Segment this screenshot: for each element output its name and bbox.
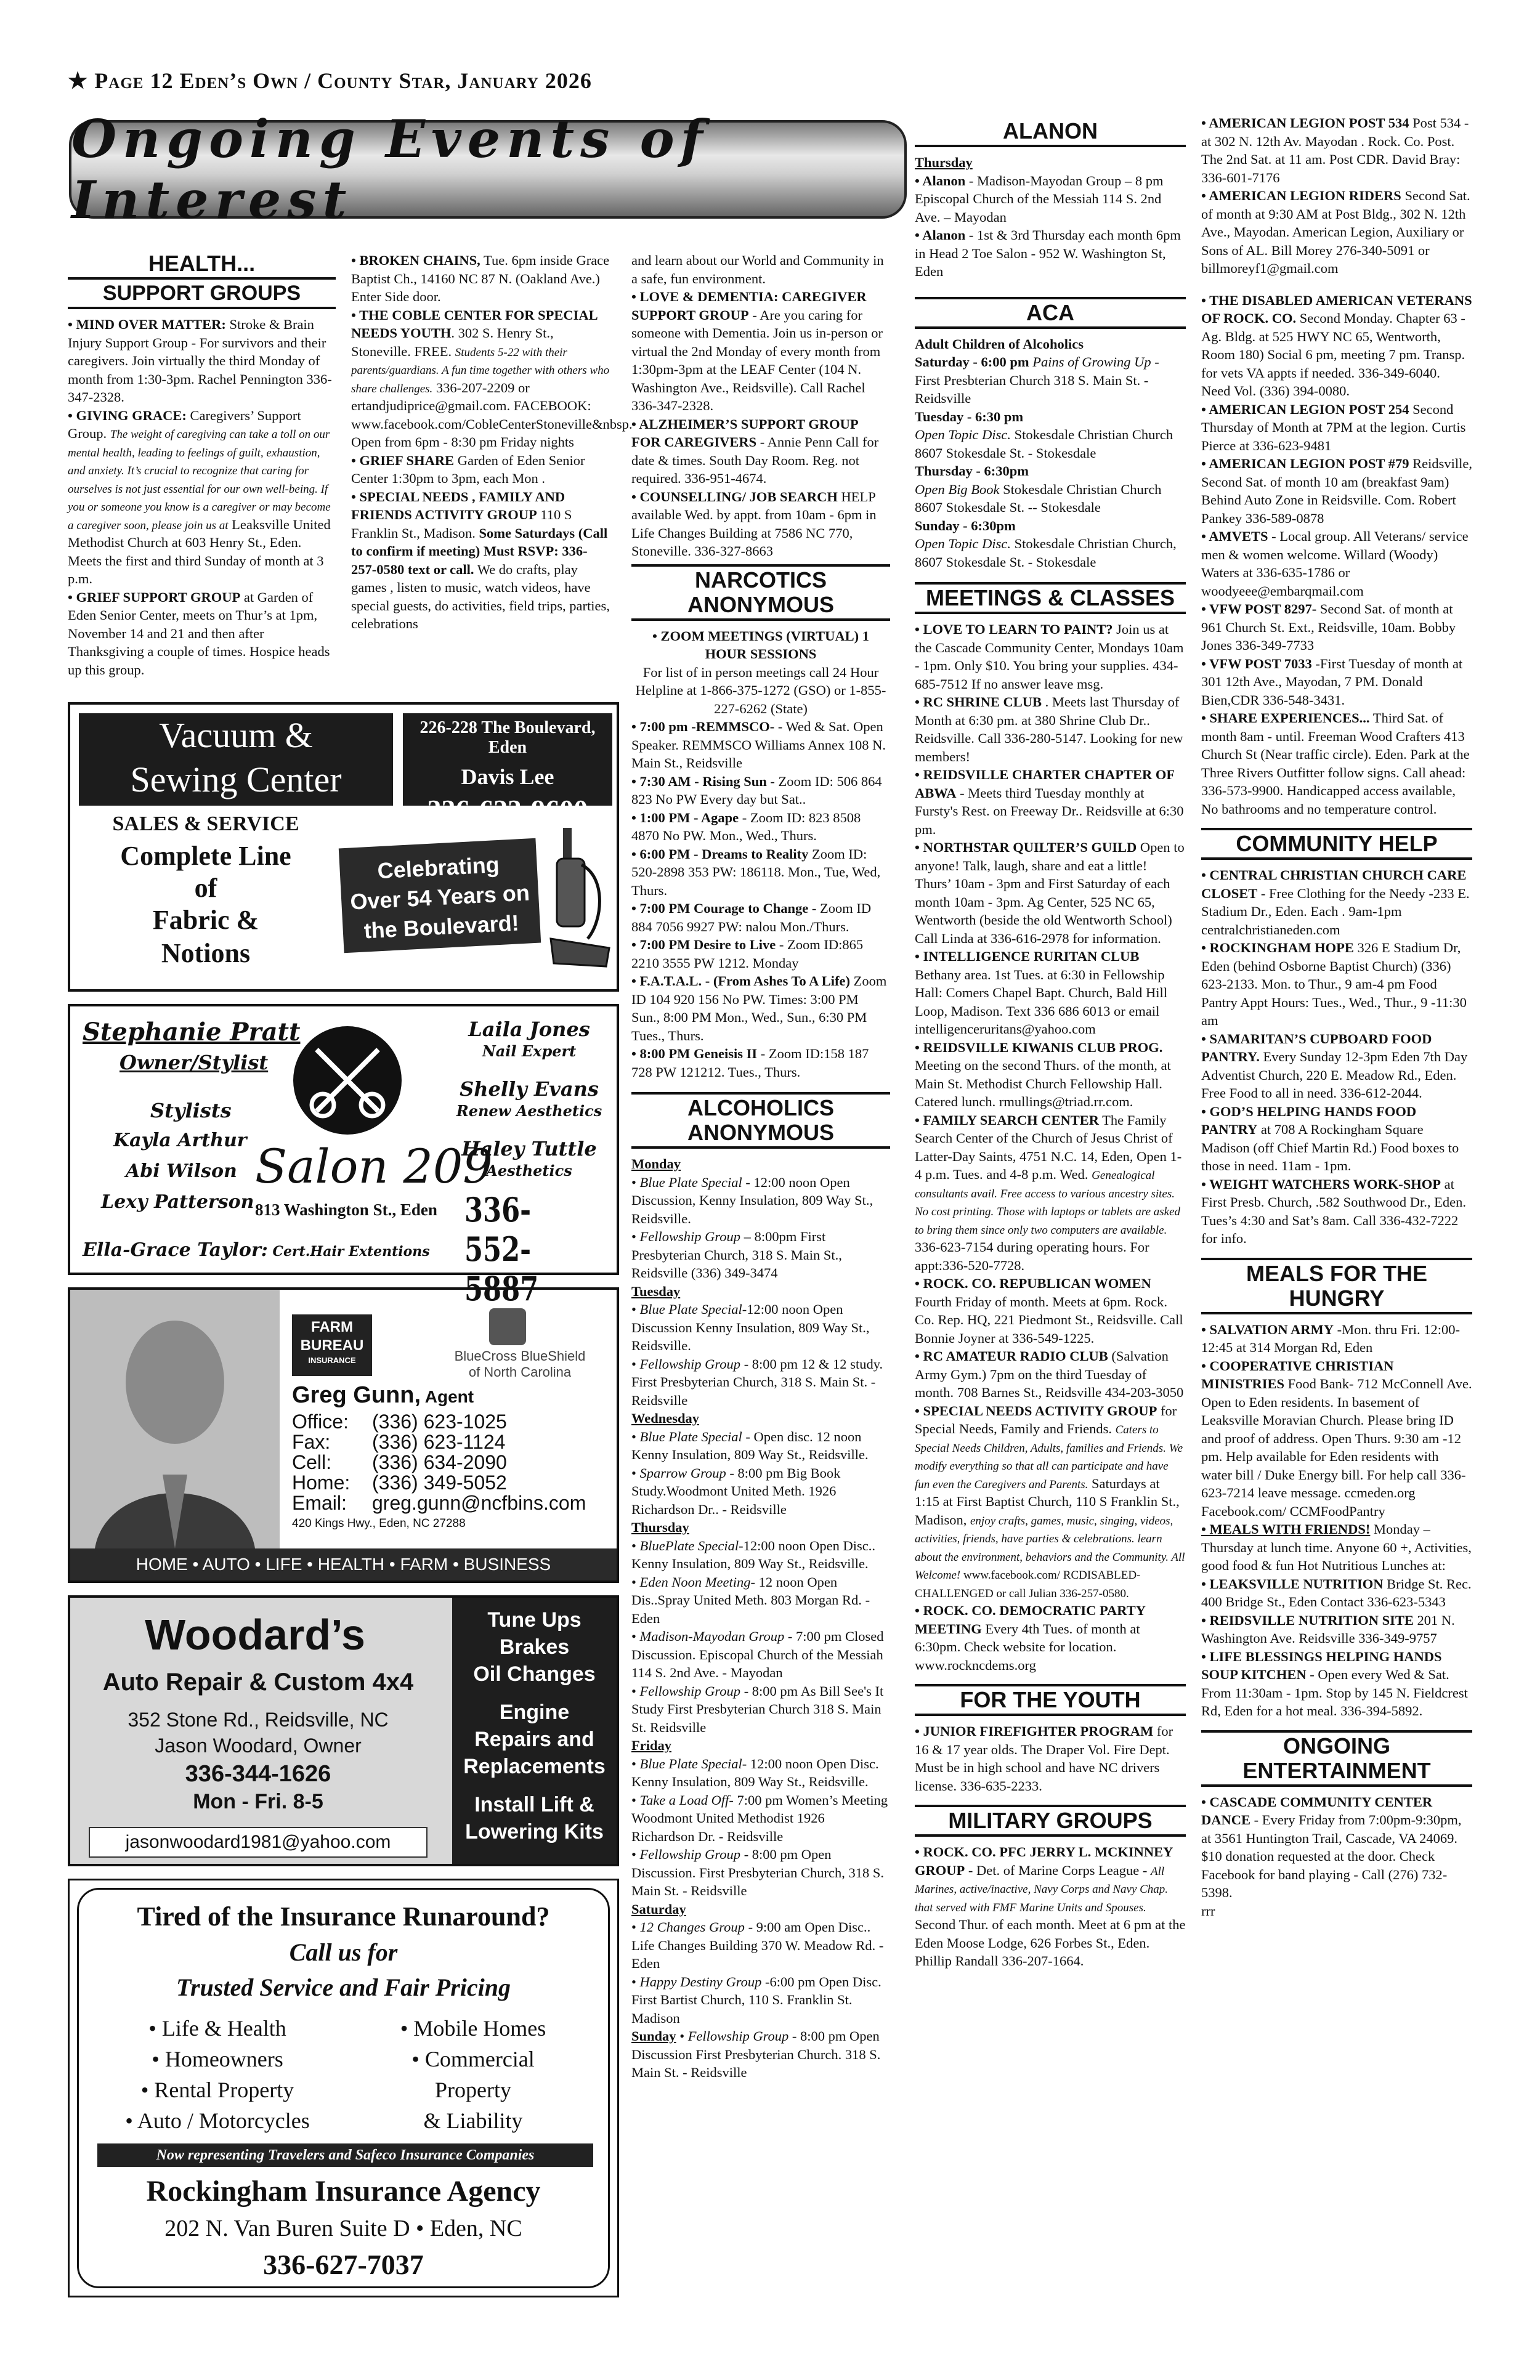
- aa-day-label: Friday: [631, 1738, 671, 1753]
- woodards-subtitle: Auto Repair & Custom 4x4: [102, 1669, 414, 1696]
- insurance-phone: 336-627-7037: [263, 2249, 424, 2280]
- page-header: ★ Page 12 Eden’s Own / County Star, January 2026: [68, 68, 592, 93]
- health-heading: HEALTH...: [148, 251, 256, 276]
- listing: • LOVE TO LEARN TO PAINT? Join us at the Cascade Community Center, Mondays 10am - 1pm. Only $10. You bring your supplies. 434-685-7512 If no answer leave msg.: [915, 621, 1184, 692]
- listing: • SHARE EXPERIENCES... Third Sat. of month 8am - until. Freeman Wood Crafters 413 Church St (Near traffic circle). Eden. Park at the Three Rivers Outfitter follow signs. Call ahead: 336-573-9900. Handicapped access available, No bathrooms and no temperature control.: [1201, 710, 1470, 817]
- aa-meeting: • Fellowship Group – 8:00pm First Presbyterian Church, 318 S. Main St., Reidsville (336) 349-3474: [631, 1229, 842, 1281]
- alcoholics-anonymous-heading: ALCOHOLICS ANONYMOUS: [631, 1092, 890, 1149]
- agent-name: Greg Gunn, Agent: [292, 1382, 474, 1408]
- na-meeting: • 6:00 PM - Dreams to Reality Zoom ID: 520-2898 353 PW: 186118. Mon., Tue, Wed, Thurs.: [631, 846, 881, 898]
- salon-name: Salon 209: [255, 1139, 493, 1194]
- listing: • VFW POST 7033 -First Tuesday of month at 301 12th Ave., Mayodan, 7 PM. Donald Bien,CDR 336-548-3431.: [1201, 655, 1463, 708]
- listing: • MIND OVER MATTER: Stroke & Brain Injury Support Group - For survivors and their caregivers. Join virtually the third Monday of month from 1:30-3pm. Rachel Pennington 336-347-2328.: [68, 317, 332, 405]
- listing: • LEAKSVILLE NUTRITION Bridge St. Rec. 400 Bridge St., Eden Contact 336-623-5343: [1201, 1576, 1472, 1609]
- stylists-label: Stylists: [150, 1099, 232, 1122]
- section-banner: Ongoing Events of Interest: [69, 120, 907, 219]
- listing: • LIFE BLESSINGS HELPING HANDS SOUP KITCHEN - Open every Wed & Sat. From 11:30am - 1pm. Stop by 145 N. Fieldcrest Rd, Eden for a hot meal. 336-394-5892.: [1201, 1648, 1468, 1718]
- listing: • GIVING GRACE: Caregivers’ Support Group. The weight of caregiving can take a toll on our mental health, leading to feelings of guilt, exhaustion, and anxiety. It’s crucial to recognize that caring for ourselves is not just essential for our own well-being. If you or someone you know is a caregiver or may become a caregiver soon, please join us at Leaksville United Methodist Church at 603 Henry St., Eden. Meets the first and third Sunday of month at 3 p.m.: [68, 407, 331, 586]
- stylist-name: Kayla Arthur: [113, 1130, 247, 1151]
- woodards-title: Woodard’s: [145, 1611, 365, 1659]
- zoom-heading: • ZOOM MEETINGS (VIRTUAL) 1 HOUR SESSIONS: [652, 628, 870, 662]
- listing: • AMERICAN LEGION POST #79 Reidsville, Second Sat. of month 10 am (breakfast 9am) Behind Auto Zone in Reidsville. Com. Robert Pankey 336-589-0878: [1201, 456, 1473, 526]
- farm-bureau-logo: FARM BUREAU INSURANCE: [292, 1314, 372, 1376]
- listing: Sunday • Fellowship Group - 8:00 pm Open Discussion First Presbyterian Church. 318 S. Main St. - Reidsville: [631, 2028, 881, 2080]
- listing: • RC SHRINE CLUB . Meets last Thursday of Month at 6:30 pm. at 380 Shrine Club Dr.. Reidsville. Call 336-280-5147. Looking for new members!: [915, 694, 1183, 764]
- meetings-heading: MEETINGS & CLASSES: [915, 582, 1186, 614]
- aa-meeting: • Fellowship Group - 8:00 pm Open Discussion. First Presbyterian Church, 318 S. Main St. - Reidsville: [631, 1847, 884, 1898]
- listing: • GOD’S HELPING HANDS FOOD PANTRY at 708 A Rockingham Square Madison (off Chief Martin Rd.) Food boxes to those in need. 11am - 1pm.: [1201, 1103, 1459, 1173]
- vacuum-owner: Davis Lee: [461, 764, 554, 789]
- listing: • RC AMATEUR RADIO CLUB (Salvation Army Gym.) 7pm on the third Tuesday of month. 708 Barnes St., Reidsville 434-203-3050: [915, 1348, 1184, 1400]
- vacuum-cleaner-icon: [545, 822, 615, 976]
- alanon-heading: ALANON: [915, 118, 1186, 147]
- salon-owner-title: Owner/Stylist: [120, 1051, 269, 1074]
- aca-title: Adult Children of Alcoholics: [915, 336, 1084, 352]
- salon-address: 813 Washington St., Eden: [255, 1200, 437, 1219]
- ella-grace: Ella-Grace Taylor: Cert.Hair Extentions: [83, 1239, 430, 1261]
- column-5: [1201, 114, 1472, 2307]
- listing: • COOPERATIVE CHRISTIAN MINISTRIES Food Bank- 712 McConnell Ave. Open to Eden residents. In basement of Leaksville Moravian Church. Please bring ID and proof of address. Open Thurs. 9:30 am -12 pm. Help available for Eden residents with water bill / Duke Energy bill. For help call 336-623-7214 leave message. ccmeden.org Facebook.com/ CCMFoodPantry: [1201, 1358, 1472, 1519]
- listing: • THE DISABLED AMERICAN VETERANS OF ROCK. CO. Second Monday. Chapter 63 -Ag. Bldg. at 525 HWY NC 65, Wentworth, Room 180) Social 6 pm, meeting 7 pm. Transp. for vets VA appts if needed. 336-349-6040. Need Vol. (336) 394-0080.: [1201, 292, 1472, 399]
- aa-meeting: • Blue Plate Special - 12:00 noon Open Discussion, Kenny Insulation, 809 Way St., Reidsville.: [631, 1174, 873, 1226]
- listing: • SALVATION ARMY -Mon. thru Fri. 12:00-12:45 at 314 Morgan Rd, Eden: [1201, 1321, 1461, 1355]
- ad-rockingham-insurance: [68, 1879, 619, 2297]
- aa-list: [631, 1155, 890, 2027]
- listing: • BROKEN CHAINS, Tue. 6pm inside Grace Baptist Ch., 14160 NC 87 N. (Oakland Ave.) Enter Side door.: [351, 253, 610, 304]
- listing: Saturday - 6:00 pm Pains of Growing Up - First Presbterian Church 318 S. Main St. - Reidsville: [915, 354, 1159, 406]
- aa-meeting: • Happy Destiny Group -6:00 pm Open Disc. First Bartist Church, 110 S. Franklin St. Madison: [631, 1973, 881, 2026]
- insurance-address: 202 N. Van Buren Suite D • Eden, NC: [164, 2216, 522, 2241]
- stylist-name: Abi Wilson: [126, 1160, 237, 1182]
- celebrating-banner: Celebrating Over 54 Years on the Boulevard!: [339, 838, 541, 953]
- listing: • NORTHSTAR QUILTER’S GUILD Open to anyone! Talk, laugh, share and eat a little! Thurs’ 10am - 3pm and First Saturday of each month 10am - 3pm. Ag Center, 525 NC 65, Wentworth (beside the old Wentworth School) Call Linda at 336-616-2978 for information.: [915, 840, 1185, 946]
- listing: • AMVETS - Local group. All Veterans/ service men & women welcome. Willard (Woody) Waters at 336-635-1786 or woodyeee@embarqmail.com: [1201, 528, 1469, 599]
- community-help-heading: COMMUNITY HELP: [1201, 828, 1472, 860]
- stylist-name: Lexy Patterson: [101, 1191, 254, 1213]
- na-meeting: • 7:00 pm -REMMSCO- - Wed & Sat. Open Speaker. REMMSCO Williams Annex 108 N. Main St., Reidsville: [631, 719, 886, 771]
- insurance-frame: [77, 1888, 610, 2288]
- woodards-email: jasonwoodard1981@yahoo.com: [89, 1827, 428, 1858]
- woodards-services: Tune Ups Brakes Oil Changes Engine Repairs and Replacements Install Lift & Lowering Kits: [452, 1598, 617, 1864]
- listing: • ALZHEIMER’S SUPPORT GROUP FOR CAREGIVERS - Annie Penn Call for date & times. South Day Room. Reg. not required. 336-951-4674.: [631, 416, 879, 486]
- laila-name: Laila Jones: [468, 1018, 590, 1041]
- aa-meeting: • Blue Plate Special- 12:00 noon Open Disc. Kenny Insulation, 809 Way St., Reidsville.: [631, 1755, 879, 1789]
- scissors-icon: [292, 1025, 403, 1136]
- listing: • CASCADE COMMUNITY CENTER DANCE - Every Friday from 7:00pm-9:30pm, at 3561 Huntington Trail, Cascade, VA 24069. $10 donation requested at the door. Check Facebook for band playing - Call (276) 732-5398.: [1201, 1794, 1462, 1900]
- farm-footer-bar: HOME • AUTO • LIFE • HEALTH • FARM • BUSINESS: [70, 1548, 617, 1581]
- laila-title: Nail Expert: [482, 1042, 577, 1060]
- ad-farm-bureau: [68, 1287, 619, 1583]
- aa-meeting: • Madison-Mayodan Group - 7:00 pm Closed Discussion. Episcopal Church of the Messiah 114 S. 2nd Ave. - Mayodan: [631, 1629, 884, 1680]
- column-3: [631, 251, 890, 2302]
- insurance-companies-bar: Now representing Travelers and Safeco Insurance Companies: [97, 2143, 593, 2167]
- aa-meeting: • Fellowship Group - 8:00 pm 12 & 12 study. First Presbyterian Church, 318 S. Main St. - Reidsville: [631, 1356, 883, 1408]
- vacuum-phone: 336-623-9600: [427, 794, 588, 825]
- column-2: [351, 251, 633, 690]
- ad-vacuum-sewing: [68, 702, 619, 992]
- aa-meeting: • Sparrow Group - 8:00 pm Big Book Study.Woodmont United Meth. 1926 Richardson Dr.. - Reidsville: [631, 1465, 841, 1517]
- listing: • THE COBLE CENTER FOR SPECIAL NEEDS YOUTH. 302 S. Henry St., Stoneville. FREE. Students 5-22 with their parents/guardians. A fun time together with others who share challenges. 336-207-2209 or ertandjudiprice@gmail.com. FACEBOOK: www.facebook.com/CobleCenterStoneville&nbsp. Open from 6pm - 8:30 pm Friday nights: [351, 307, 633, 450]
- na-meeting: • 7:00 PM Desire to Live - Zoom ID:865 2210 3555 PW 1212. Monday: [631, 937, 864, 971]
- woodards-owner: Jason Woodard, Owner: [155, 1734, 362, 1757]
- listing: • GRIEF SUPPORT GROUP at Garden of Eden Senior Center, meets on Thur’s at 1pm, November 14 and 21 and then after Thanksgiving a couple of times. Hospice heads up this group.: [68, 589, 330, 678]
- aa-day-label: Thursday: [631, 1520, 689, 1535]
- listing: • AMERICAN LEGION RIDERS Second Sat. of month at 9:30 AM at Post Bldg., 302 N. 12th Ave., Mayodan. American Legion, Auxiliary or Sons of AL. Bill Morey 276-340-5091 or billmoreyf1@gmail.com: [1201, 188, 1470, 276]
- narcotics-anonymous-heading: NARCOTICS ANONYMOUS: [631, 564, 890, 621]
- insurance-list-left: • Life & Health • Homeowners • Rental Property • Auto / Motorcycles: [125, 2016, 310, 2133]
- na-meeting: • 1:00 PM - Agape - Zoom ID: 823 8508 4870 No PW. Mon., Wed., Thurs.: [631, 809, 861, 843]
- insurance-call: Call us for: [289, 1938, 398, 1966]
- ad-woodards: [68, 1595, 619, 1866]
- haley-name: Haley Tuttle: [461, 1137, 597, 1160]
- aa-meeting: • 12 Changes Group - 9:00 am Open Disc.. Life Changes Building 370 W. Meadow Rd. - Eden: [631, 1919, 884, 1971]
- na-list: [631, 718, 890, 1081]
- salon-owner: Stephanie Pratt: [83, 1018, 301, 1046]
- aa-meeting: • Take a Load Off- 7:00 pm Women’s Meeting Woodmont United Methodist 1926 Richardson Dr. - Reidsville: [631, 1792, 888, 1844]
- listing: • COUNSELLING/ JOB SEARCH HELP available Wed. by appt. from 10am - 6pm in Life Changes Building at 7586 NC 770, Stoneville. 336-327-8663: [631, 488, 877, 559]
- haley-title: Aesthetics: [486, 1162, 572, 1180]
- agent-contacts: Office: (336) 623-1025 Fax: (336) 623-1124 Cell: (336) 634-2090 Home: (336) 349-5052 Email: greg.gunn@ncfbins.com 420 Kings Hwy., Eden, NC 27288: [292, 1411, 586, 1530]
- listing: • Alanon - Madison-Mayodan Group – 8 pm Episcopal Church of the Messiah 114 S. 2nd Ave. – Mayodan: [915, 172, 1164, 225]
- listing: • ROCK. CO. REPUBLICAN WOMEN Fourth Friday of month. Meets at 6pm. Rock. Co. Rep. HQ, 221 Piedmont St., Reidsville. Call Bonnie Joyner at 336-549-1225.: [915, 1276, 1183, 1346]
- agent-photo: [70, 1290, 280, 1548]
- aa-meeting: • BluePlate Special-12:00 noon Open Disc.. Kenny Insulation, 809 Way St., Reidsville.: [631, 1537, 875, 1571]
- listing: and learn about our World and Community in a safe, fun environment.: [631, 253, 884, 286]
- ad-salon-209: [68, 1004, 619, 1308]
- bcbs-logo: BlueCross BlueShield of North Carolina: [454, 1348, 586, 1380]
- aa-meeting: • Blue Plate Special - Open disc. 12 noon Kenny Insulation, 809 Way St., Reidsville.: [631, 1428, 869, 1462]
- aa-day-label: Saturday: [631, 1901, 686, 1917]
- aa-meeting: • Eden Noon Meeting- 12 noon Open Dis..Spray United Meth. 803 Morgan Rd. - Eden: [631, 1574, 870, 1626]
- shield-icon: [489, 1308, 526, 1345]
- meals-heading: MEALS FOR THE HUNGRY: [1201, 1258, 1472, 1314]
- listing: • WEIGHT WATCHERS WORK-SHOP at First Presb. Church, .582 Southwood Dr., Eden. Tues’s 4:30 and Sat’s 8am. Call 336-432-7222 for info.: [1201, 1176, 1466, 1246]
- listing: • ROCK. CO. DEMOCRATIC PARTY MEETING Every 4th Tues. of month at 6:30pm. Check website for location. www.rockncdems.org: [915, 1603, 1146, 1673]
- aa-day-label: Monday: [631, 1156, 681, 1172]
- listing: • MEALS WITH FRIENDS! Monday – Thursday at lunch time. Anyone 60 +, Activities, good food & fun Hot Nutritious Lunches at:: [1201, 1521, 1472, 1573]
- aca-heading: ACA: [915, 297, 1186, 329]
- listing: • FAMILY SEARCH CENTER The Family Search Center of the Church of Jesus Christ of Latter-Day Saints, 4751 N.C. 14, Eden, Open 1-4 p.m. Tues. and 4-8 p.m. Wed. Genealogical consultants avail. Free access to various ancestry sites. No cost printing. Those with laptops or tablets are asked to bring them since only two computers are available. 336-623-7154 during operating hours. For appt:336-520-7728.: [915, 1112, 1182, 1273]
- na-meeting: • F.A.T.A.L. - (From Ashes To A Life) Zoom ID 104 920 156 No PW. Times: 3:00 PM Sun., 8:00 PM Mon., Wed., Sun., 6:30 PM Tues., Thurs.: [631, 973, 887, 1043]
- listing: • REIDSVILLE NUTRITION SITE 201 N. Washington Ave. Reidsville 336-349-9757: [1201, 1612, 1455, 1646]
- na-meeting: • 7:00 PM Courage to Change - Zoom ID 884 7056 9927 PW: nalou Mon./Thurs.: [631, 901, 872, 934]
- column-4: [915, 114, 1186, 2307]
- listing: • REIDSVILLE CHARTER CHAPTER OF ABWA - Meets third Tuesday monthly at Fursty's Rest. on Freeway Dr.. Reidsville at 6:30 pm.: [915, 767, 1184, 837]
- listing: • SPECIAL NEEDS , FAMILY AND FRIENDS ACTIVITY GROUP 110 S Franklin St., Madison. Some Saturdays (Call to confirm if meeting) Must RSVP: 336-257-0580 text or call. We do crafts, play games , listen to music, watch videos, have special guests, do activities, field trips, parties, celebrations: [351, 488, 610, 631]
- woodards-hours: Mon - Fri. 8-5: [193, 1790, 323, 1813]
- woodards-phone: 336-344-1626: [185, 1761, 331, 1787]
- listing: • INTELLIGENCE RURITAN CLUB Bethany area. 1st Tues. at 6:30 in Fellowship Hall: Comers Chapel Bapt. Church, Bald Hill Loop, Madison. Text 336 686 6013 or email intelligenceruritans@yahoo.com: [915, 949, 1167, 1037]
- aa-day-label: Wednesday: [631, 1411, 700, 1426]
- insurance-trusted: Trusted Service and Fair Pricing: [176, 1973, 511, 2001]
- aa-meeting: • Blue Plate Special-12:00 noon Open Discussion Kenny Insulation, 809 Way St., Reidsville.: [631, 1301, 870, 1353]
- na-meeting: • 7:30 AM - Rising Sun - Zoom ID: 506 864 823 No PW Every day but Sat..: [631, 773, 882, 807]
- salon-phone: 336-552-5887: [464, 1190, 539, 1308]
- listing: • LOVE & DEMENTIA: CAREGIVER SUPPORT GROUP - Are you caring for someone with Dementia. Join us in-person or virtual the 2nd Monday of every month from 1:30pm-3pm at the LEAF Center (104 N. Washington Ave., Reidsville). Call Rachel 336-347-2328.: [631, 289, 883, 413]
- vacuum-contact-box: [403, 713, 612, 825]
- insurance-title: Tired of the Insurance Runaround?: [137, 1901, 550, 1932]
- listing: • CENTRAL CHRISTIAN CHURCH CARE CLOSET - Free Clothing for the Needy -233 E. Stadium Dr., Eden. Each . 9am-1pm centralchristianeden.com: [1201, 867, 1470, 937]
- helpline: For list of in person meetings call 24 Hour Helpline at 1-866-375-1272 (GSO) or 1-855-227-6262 (State): [635, 664, 886, 716]
- shelly-name: Shelly Evans: [460, 1077, 599, 1101]
- listing: Thursday - 6:30pm Open Big Book Stokesdale Christian Church 8607 Stokesdale St. -- Stokesdale: [915, 463, 1162, 515]
- listing: • JUNIOR FIREFIGHTER PROGRAM for 16 & 17 year olds. The Draper Vol. Fire Dept. Must be in high school and have NC drivers license. 336-635-2233.: [915, 1723, 1173, 1794]
- column-1: [68, 246, 336, 690]
- vacuum-title-1: Vacuum &: [159, 715, 313, 755]
- listing: • ROCKINGHAM HOPE 326 E Stadium Dr, Eden (behind Osborne Baptist Church) (336) 623-2133. Mon. to Thur., 9 am-4 pm Food Pantry Appt Hours: Tues., Wed., Thur., 9 -11:30 am: [1201, 940, 1467, 1028]
- na-meeting: • 8:00 PM Geneisis II - Zoom ID:158 187 728 PW 121212. Tues., Thurs.: [631, 1046, 869, 1080]
- military-heading: MILITARY GROUPS: [915, 1805, 1186, 1837]
- aa-meeting: • Fellowship Group - 8:00 pm As Bill See's It Study First Presbyterian Church 318 S. Main St. Reidsville: [631, 1683, 884, 1735]
- listing: Sunday - 6:30pm Open Topic Disc. Stokesdale Christian Church, 8607 Stokesdale St. - Stokesdale: [915, 517, 1177, 570]
- day-label: Thursday: [915, 155, 973, 170]
- listing: • AMERICAN LEGION POST 534 Post 534 - at 302 N. 12th Av. Mayodan . Rock. Co. Post. The 2nd Sat. at 11 am. Post CDR. David Bray: 336-601-7176: [1201, 115, 1469, 185]
- support-groups-heading: SUPPORT GROUPS: [68, 277, 336, 309]
- listing: • SAMARITAN’S CUPBOARD FOOD PANTRY. Every Sunday 12-3pm Eden 7th Day Adventist Church, 220 E. Meadow Rd., Eden. Free Food to all in need. 336-612-2044.: [1201, 1030, 1468, 1101]
- listing: • VFW POST 8297- Second Sat. of month at 961 Church St. Ext., Reidsville, 10am. Bobby Jones 336-349-7733: [1201, 601, 1456, 653]
- listing: Tuesday - 6:30 pm Open Topic Disc. Stokesdale Christian Church 8607 Stokesdale St. - Stokesdale: [915, 408, 1173, 461]
- listing: • GRIEF SHARE Garden of Eden Senior Center 1:30pm to 3pm, each Mon .: [351, 452, 585, 486]
- listing: • AMERICAN LEGION POST 254 Second Thursday of Month at 7PM at the legion. Curtis Pierce at 336-623-9481: [1201, 401, 1466, 453]
- youth-heading: FOR THE YOUTH: [915, 1684, 1186, 1716]
- listing: • Alanon - 1st & 3rd Thursday each month 6pm in Head 2 Toe Salon - 952 W. Washington St, Eden: [915, 227, 1181, 279]
- insurance-agency: Rockingham Insurance Agency: [146, 2175, 541, 2208]
- shelly-title: Renew Aesthetics: [456, 1102, 602, 1120]
- vacuum-title-2: Sewing Center: [130, 759, 342, 799]
- aa-day-label: Tuesday: [631, 1283, 681, 1299]
- vacuum-title-box: [79, 713, 393, 806]
- woodards-address: 352 Stone Rd., Reidsville, NC: [128, 1709, 389, 1731]
- listing: rrr: [1201, 1903, 1215, 1919]
- vacuum-products: SALES & SERVICE Complete Line of Fabric & Notions: [112, 812, 299, 968]
- entertainment-heading: ONGOING ENTERTAINMENT: [1201, 1730, 1472, 1787]
- listing: • SPECIAL NEEDS ACTIVITY GROUP for Special Needs, Family and Friends. Caters to Special Needs Children, Adults, families and Friends. We modify everything so that all can participate and have fun even the Caregivers and Parents. Saturdays at 1:15 at First Baptist Church, 110 S Franklin St., Madison, enjoy crafts, games, music, singing, videos, activities, friends, have parties & celebrations. learn about the environment, behaviors and the Community. All Welcome! www.facebook.com/ RCDISABLED-CHALLENGED or call Julian 336-257-0580.: [915, 1402, 1185, 1600]
- insurance-list-right: • Mobile Homes • Commercial Property & Liability: [400, 2016, 546, 2133]
- listing: • ROCK. CO. PFC JERRY L. MCKINNEY GROUP - Det. of Marine Corps League - All Marines, active/inactive, Navy Corps and Navy Chap. that served with FMF Marine Units and Spouses. Second Thur. of each month. Meet at 6 pm at the Eden Moose Lodge, 626 Forbes St., Eden. Phillip Randall 336-207-1664.: [915, 1844, 1186, 1969]
- listing: • REIDSVILLE KIWANIS CLUB PROG. Meeting on the second Thurs. of the month, at Main St. Methodist Church Fellowship Hall. Catered lunch. rmullings@triad.rr.com.: [915, 1039, 1171, 1109]
- vacuum-address: 226-228 The Boulevard, Eden: [419, 718, 596, 757]
